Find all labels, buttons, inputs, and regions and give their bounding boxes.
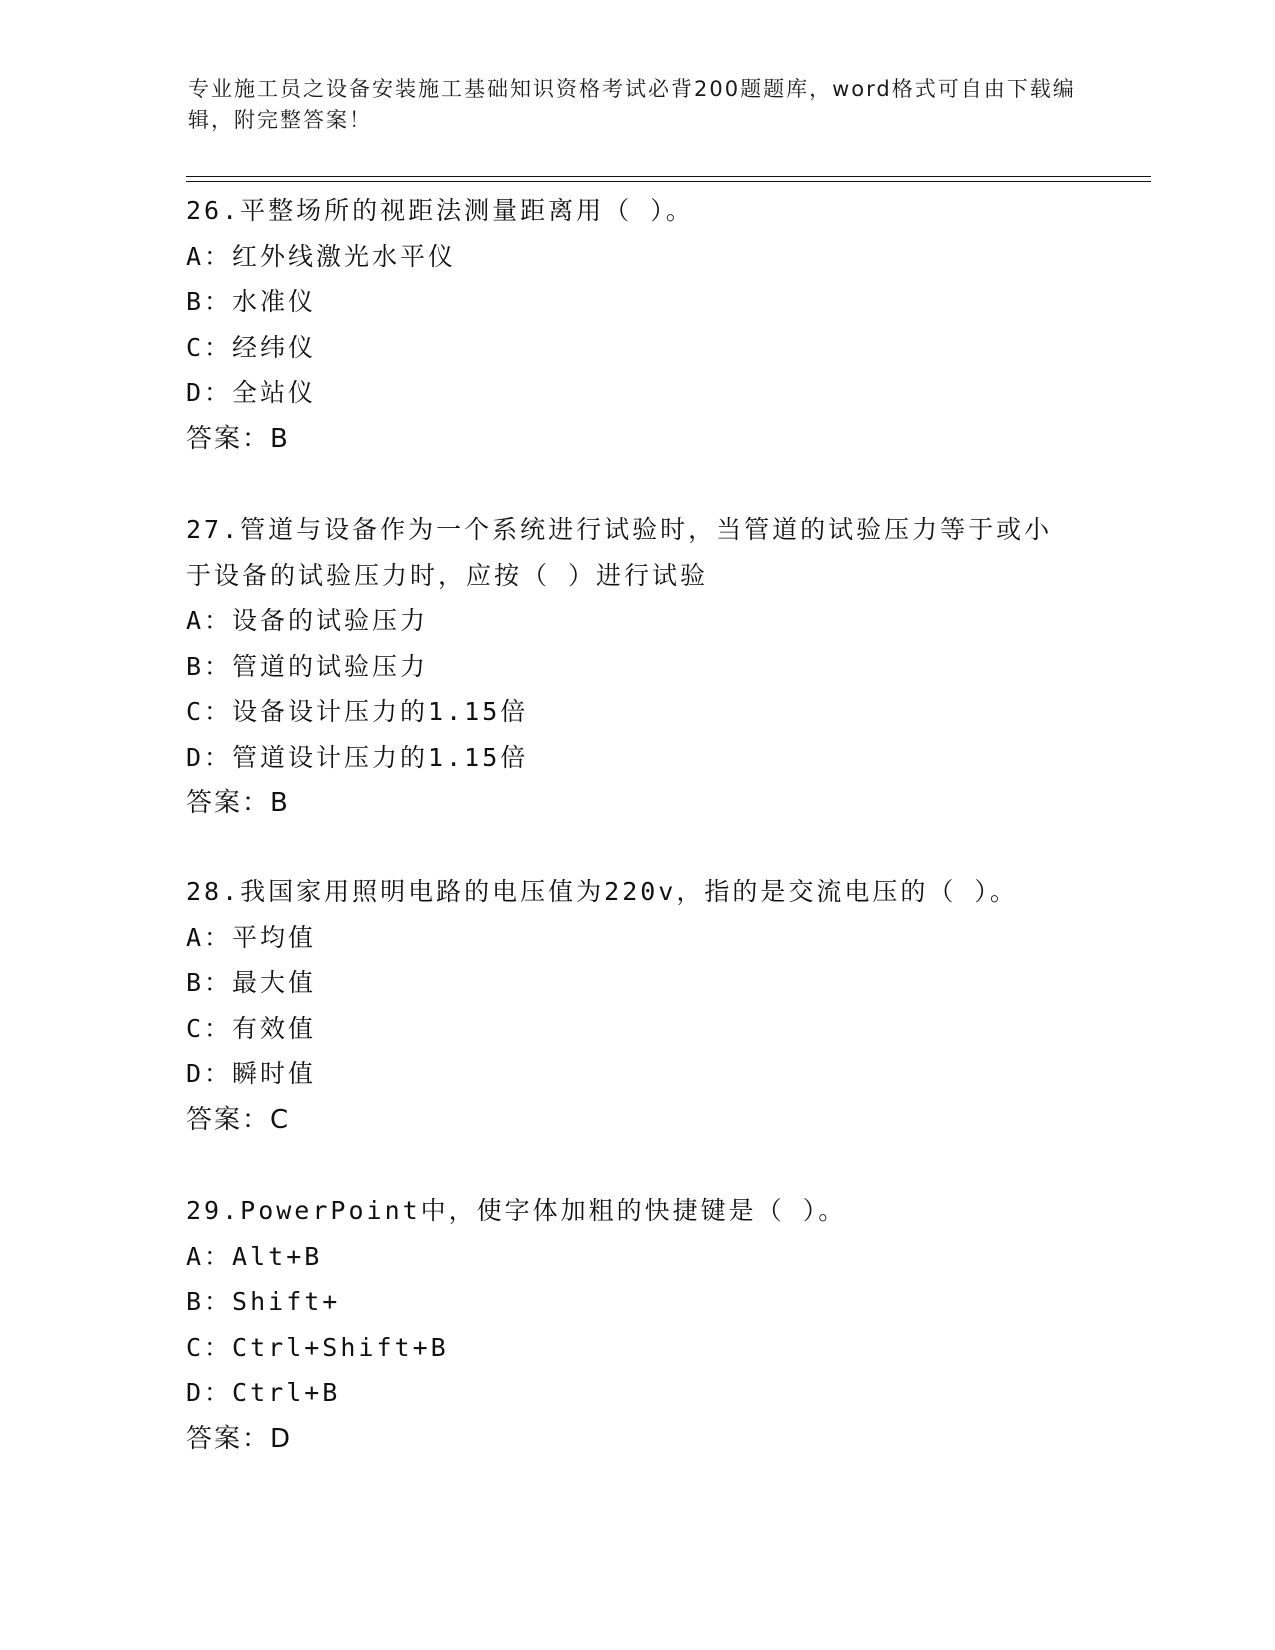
option-a: A：设备的试验压力 bbox=[186, 606, 429, 635]
answer-line: 答案：D bbox=[186, 1423, 293, 1454]
option-b: B：管道的试验压力 bbox=[186, 651, 429, 681]
option-c: C：有效值 bbox=[186, 1013, 317, 1043]
question-29 bbox=[186, 1188, 1086, 1462]
header-divider-top bbox=[186, 176, 1151, 177]
option-b: B：水准仪 bbox=[186, 287, 317, 316]
option-d: D：管道设计压力的1.15倍 bbox=[186, 742, 529, 772]
option-d: D：瞬时值 bbox=[186, 1059, 317, 1088]
question-stem: 29.PowerPoint中，使字体加粗的快捷键是（ ）。 bbox=[186, 1196, 847, 1225]
option-c: C：Ctrl+Shift+B bbox=[186, 1332, 449, 1362]
question-26 bbox=[186, 188, 1086, 462]
option-d: D：全站仪 bbox=[186, 378, 317, 407]
option-a: A：平均值 bbox=[186, 922, 317, 952]
answer-line: 答案：B bbox=[186, 788, 290, 818]
option-d: D：Ctrl+B bbox=[186, 1378, 341, 1407]
option-c: C：设备设计压力的1.15倍 bbox=[186, 697, 529, 726]
question-27 bbox=[186, 507, 1086, 826]
question-stem: 28.我国家用照明电路的电压值为220v，指的是交流电压的（ ）。 bbox=[186, 877, 1018, 906]
answer-line: 答案：C bbox=[186, 1104, 291, 1135]
document-header: 专业施工员之设备安装施工基础知识资格考试必背200题题库，word格式可自由下载编辑，附完整答案！ bbox=[188, 77, 1076, 132]
question-stem: 27.管道与设备作为一个系统进行试验时，当管道的试验压力等于或小于设备的试验压力时，应按（ ）进行试验 bbox=[186, 515, 1053, 590]
header-divider-bottom bbox=[186, 181, 1151, 182]
option-a: A：Alt+B bbox=[186, 1241, 323, 1271]
option-a: A：红外线激光水平仪 bbox=[186, 241, 457, 271]
question-28 bbox=[186, 869, 1086, 1143]
answer-line: 答案：B bbox=[186, 423, 290, 454]
question-stem: 26.平整场所的视距法测量距离用（ ）。 bbox=[186, 196, 694, 225]
option-b: B：Shift+ bbox=[186, 1287, 341, 1316]
option-b: B：最大值 bbox=[186, 968, 317, 997]
option-c: C：经纬仪 bbox=[186, 332, 317, 362]
